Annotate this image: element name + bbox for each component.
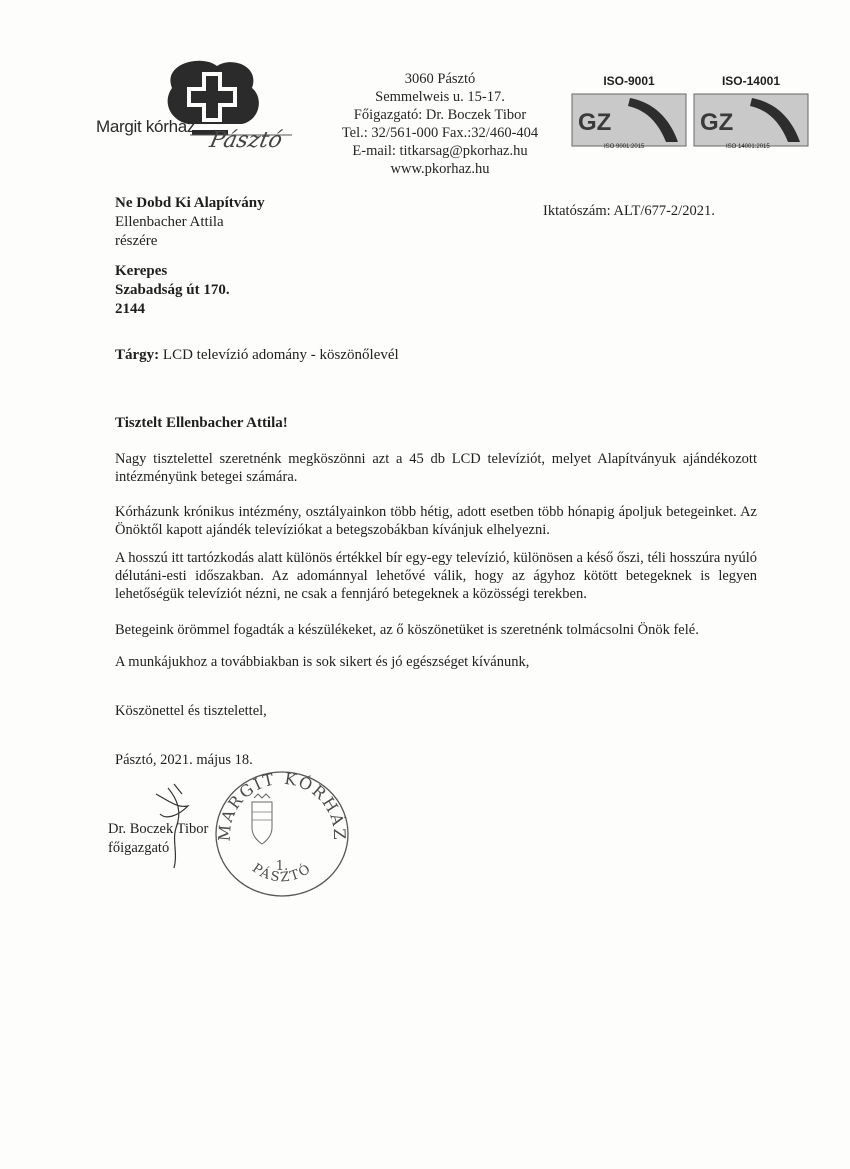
stamp-number: 1. (275, 859, 289, 874)
paragraph-institution: Kórházunk krónikus intézmény, osztályainkon több hétig, adott esetben több hónapig ápoljuk betegeinket. Az Önöktől kapott ajándék televíziókat a betegszobákban kívánjuk elhelyezni. (115, 504, 757, 538)
coat-of-arms-icon (252, 794, 272, 844)
iso-9001-label: ISO-9001 (603, 74, 655, 88)
subject-line (115, 347, 399, 364)
stamp-bottom-text: PÁSZTÓ (249, 860, 315, 886)
contact-block (300, 70, 580, 178)
signatory-block (108, 820, 208, 858)
contact-website: www.pkorhaz.hu (390, 161, 490, 177)
signatory-title: főigazgató (108, 840, 170, 856)
logo-name: Margit kórház (96, 117, 196, 136)
contact-city: 3060 Pásztó (404, 71, 476, 87)
recipient-block (115, 194, 265, 251)
contact-street: Semmelweis u. 15-17. (375, 89, 505, 105)
recipient-address (115, 262, 230, 319)
paragraph-wishes: A munkájukhoz a továbbiakban is sok sikert és jó egészséget kívánunk, (115, 654, 530, 670)
recipient-zip: 2144 (115, 301, 145, 317)
iso-14001-sub: ISO 14001:2015 (726, 144, 770, 150)
greeting: Tisztelt Ellenbacher Attila! (115, 415, 288, 431)
closing-line: Köszönettel és tisztelettel, (115, 703, 267, 719)
date-line: Pásztó, 2021. május 18. (115, 752, 253, 768)
paragraph-patients: Betegeink örömmel fogadták a készülékeket, az ő köszönetüket is szeretnénk tolmácsolni Önök felé. (115, 622, 699, 638)
svg-text:GZ: GZ (578, 109, 612, 136)
recipient-street: Szabadság út 170. (115, 282, 230, 298)
registration-number: Iktatószám: ALT/677-2/2021. (543, 203, 715, 219)
iso-9001-sub: ISO 9001:2015 (604, 144, 645, 150)
gz-cert-icon (692, 74, 810, 152)
iso-14001-badge (692, 74, 810, 152)
iso-14001-label: ISO-14001 (721, 74, 781, 88)
official-stamp (208, 768, 356, 898)
recipient-city: Kerepes (115, 263, 168, 279)
svg-text:GZ: GZ (700, 109, 734, 136)
paragraph-thanks: Nagy tisztelettel szeretnénk megköszönni azt a 45 db LCD televíziót, melyet Alapítványuk ajándékozott intézményünk betegei számára. (115, 451, 757, 485)
contact-phone: Tel.: 32/561-000 Fax.:32/460-404 (341, 125, 539, 141)
subject-text: LCD televízió adomány - köszönőlevél (159, 347, 399, 363)
subject-label: Tárgy: (115, 347, 160, 363)
iso-9001-badge (570, 74, 688, 152)
recipient-for: részére (115, 233, 158, 249)
stamp-top-text: MARGIT KÓRHÁZ (214, 768, 350, 842)
svg-text:MARGIT KÓRHÁZ (215, 769, 350, 842)
recipient-person: Ellenbacher Attila (115, 214, 224, 230)
signatory-name: Dr. Boczek Tibor (108, 821, 209, 837)
gz-cert-icon (570, 74, 688, 152)
logo-script: Pásztó (207, 128, 285, 153)
recipient-org: Ne Dobd Ki Alapítvány (115, 195, 265, 211)
hospital-logo (92, 58, 322, 168)
contact-director: Főigazgató: Dr. Boczek Tibor (353, 107, 527, 123)
paragraph-value: A hosszú itt tartózkodás alatt különös értékkel bír egy-egy televízió, különösen a késő őszi, téli hosszúra nyúló délutáni-esti időszakban. Az adománnyal lehetővé válik, hogy az ágyhoz kötött betegeknek is legyen lehetőségük televíziót nézni, ne csak a fennjáró betegeknek a közösségi terekben. (115, 550, 757, 602)
contact-email: E-mail: titkarsag@pkorhaz.hu (352, 143, 528, 159)
